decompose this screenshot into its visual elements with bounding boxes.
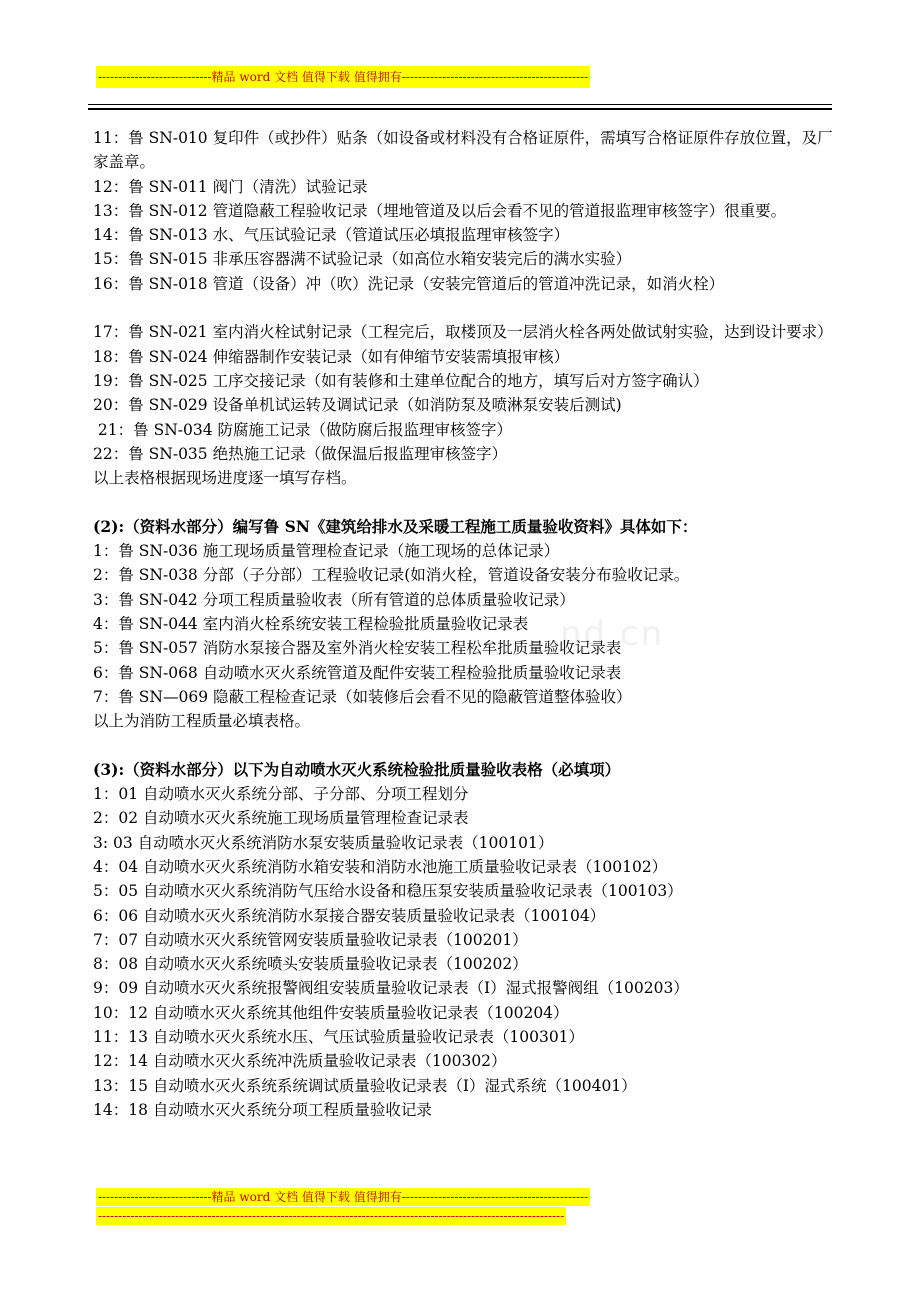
list-item: 18：鲁 SN-024 伸缩器制作安装记录（如有伸缩节安装需填报审核） [93, 347, 570, 366]
list-item: 13：15 自动喷水灭火系统系统调试质量验收记录表（Ⅰ）湿式系统（100401） [93, 1076, 637, 1095]
section-heading: (2):（资料水部分）编写鲁 SN《建筑给排水及采暖工程施工质量验收资料》具体如下： [93, 516, 698, 536]
list-item: 6：06 自动喷水灭火系统消防水泵接合器安装质量验收记录表（100104） [93, 906, 606, 925]
list-item: 1：鲁 SN-036 施工现场质量管理检查记录（施工现场的总体记录） [93, 542, 560, 561]
paragraph-gap [93, 733, 835, 757]
list-item: 6：鲁 SN-068 自动喷水灭火系统管道及配件安装工程检验批质量验收记录表 [93, 663, 622, 682]
list-item: 7：鲁 SN—069 隐蔽工程检查记录（如装修后会看不见的隐蔽管道整体验收） [93, 687, 632, 706]
list-item: 9：09 自动喷水灭火系统报警阀组安装质量验收记录表（Ⅰ）湿式报警阀组（100203） [93, 979, 689, 998]
list-item: 10：12 自动喷水灭火系统其他组件安装质量验收记录表（100204） [93, 1003, 569, 1022]
list-item: 12：14 自动喷水灭火系统冲洗质量验收记录表（100302） [93, 1052, 507, 1071]
paragraph-gap [93, 296, 835, 320]
document-body [93, 126, 835, 1122]
list-item: 14：18 自动喷水灭火系统分项工程质量验收记录 [93, 1100, 432, 1119]
list-item: 17：鲁 SN-021 室内消火栓试射记录（工程完后，取楼顶及一层消火栓各两处做试射实验，达到设计要求） [93, 323, 833, 342]
paragraph-gap [93, 490, 835, 514]
list-item: 11：13 自动喷水灭火系统水压、气压试验质量验收记录表（100301） [93, 1027, 585, 1046]
footer-rule-banner: ------------------------------------------------------------------------------------------------------------------- [98, 1209, 565, 1223]
list-item: 8：08 自动喷水灭火系统喷头安装质量验收记录表（100202） [93, 955, 528, 974]
footer-banner: ----------------------------精品 word 文档 值得下载 值得拥有---------------------------------------------- [98, 1190, 589, 1204]
list-item: 1：01 自动喷水灭火系统分部、子分部、分项工程划分 [93, 785, 469, 804]
list-item: 13：鲁 SN-012 管道隐蔽工程验收记录（埋地管道及以后会看不见的管道报监理审核签字）很重要。 [93, 201, 787, 220]
list-item: 20：鲁 SN-029 设备单机试运转及调试记录（如消防泵及喷淋泵安装后测试) [93, 396, 622, 415]
header-banner: ----------------------------精品 word 文档 值得下载 值得拥有---------------------------------------------- [96, 66, 590, 88]
list-item: 4：04 自动喷水灭火系统消防水箱安装和消防水池施工质量验收记录表（100102） [93, 857, 668, 876]
list-item: 14：鲁 SN-013 水、气压试验记录（管道试压必填报监理审核签字） [93, 226, 570, 245]
list-item: 12：鲁 SN-011 阀门（清洗）试验记录 [93, 177, 368, 196]
list-item: 5：鲁 SN-057 消防水泵接合器及室外消火栓安装工程松牟批质量验收记录表 [93, 639, 622, 658]
list-item: 19：鲁 SN-025 工序交接记录（如有装修和土建单位配合的地方，填写后对方签字确认） [93, 371, 709, 390]
list-item: 4：鲁 SN-044 室内消火栓系统安装工程检验批质量验收记录表 [93, 614, 529, 633]
list-item: 11：鲁 SN-010 复印件（或抄件）贴条（如设备或材料没有合格证原件，需填写合格证原件存放位置，及厂家盖章。 [93, 129, 833, 172]
header-rule-thin [88, 104, 832, 105]
list-item: 7：07 自动喷水灭火系统管网安装质量验收记录表（100201） [93, 930, 528, 949]
list-item: 15：鲁 SN-015 非承压容器满不试验记录（如高位水箱安装完后的满水实验） [93, 250, 632, 269]
list-item: 2：02 自动喷水灭火系统施工现场质量管理检查记录表 [93, 809, 469, 828]
section-note: 以上表格根据现场进度逐一填写存档。 [93, 469, 357, 488]
section-heading: (3):（资料水部分）以下为自动喷水灭火系统检验批质量验收表格（必填项） [93, 759, 621, 779]
watermark-text: nd.cn [560, 614, 665, 654]
list-item: 21：鲁 SN-034 防腐施工记录（做防腐后报监理审核签字） [93, 420, 513, 439]
list-item: 5：05 自动喷水灭火系统消防气压给水设备和稳压泵安装质量验收记录表（100103） [93, 882, 683, 901]
list-item: 16：鲁 SN-018 管道（设备）冲（吹）洗记录（安装完管道后的管道冲洗记录，如消火栓） [93, 274, 725, 293]
list-item: 22：鲁 SN-035 绝热施工记录（做保温后报监理审核签字） [93, 444, 508, 463]
list-item: 3: 03 自动喷水灭火系统消防水泵安装质量验收记录表（100101） [93, 833, 554, 852]
list-item: 3：鲁 SN-042 分项工程质量验收表（所有管道的总体质量验收记录） [93, 590, 575, 609]
list-item: 2：鲁 SN-038 分部（子分部）工程验收记录(如消火栓，管道设备安装分布验收记录。 [93, 566, 690, 585]
header-rule-thick [88, 108, 832, 110]
section-note: 以上为消防工程质量必填表格。 [93, 712, 311, 731]
